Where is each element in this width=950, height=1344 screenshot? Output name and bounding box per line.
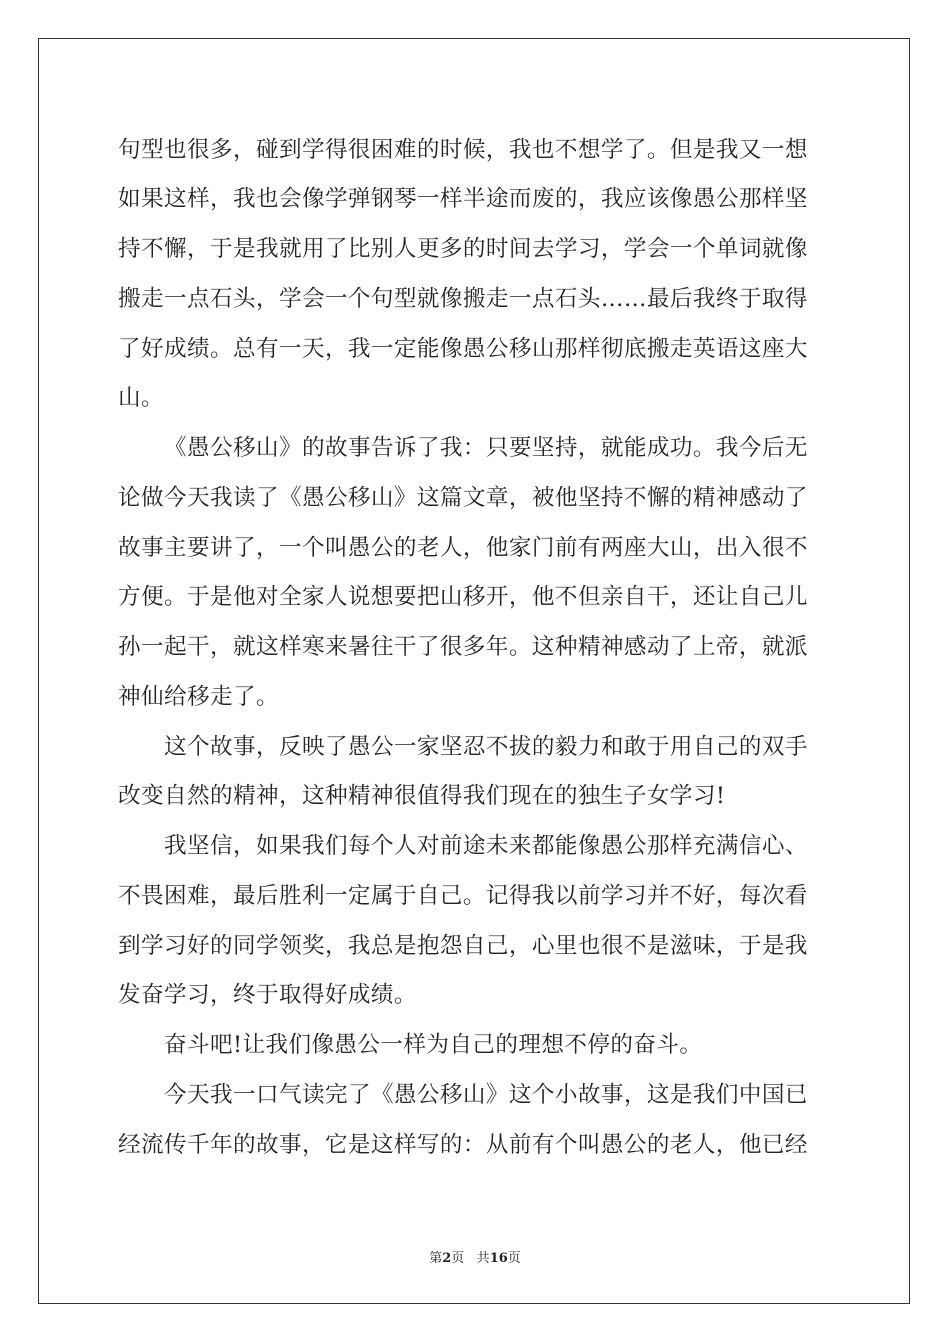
page-footer: [0, 1247, 950, 1266]
paragraph-start-line: 今天我一口气读完了《愚公移山》这个小故事，这是我们中国已: [164, 1082, 808, 1108]
text-line: 句型也很多，碰到学得很困难的时候，我也不想学了。但是我又一想: [118, 137, 808, 163]
text-line: 改变自然的精神，这种精神很值得我们现在的独生子女学习!: [118, 783, 726, 809]
total-label-suffix: 页: [507, 1251, 521, 1266]
text-line: 孙一起干，就这样寒来暑往干了很多年。这种精神感动了上帝，就派: [118, 634, 808, 660]
text-line: 持不懈，于是我就用了比别人更多的时间去学习，学会一个单词就像: [118, 236, 808, 262]
paragraph-start-line: 奋斗吧!让我们像愚公一样为自己的理想不停的奋斗。: [164, 1032, 703, 1058]
text-line: 了好成绩。总有一天，我一定能像愚公移山那样彻底搬走英语这座大: [118, 336, 808, 362]
paragraph-start-line: 《愚公移山》的故事告诉了我：只要坚持，就能成功。我今后无: [164, 435, 808, 461]
text-line: 不畏困难，最后胜利一定属于自己。记得我以前学习并不好，每次看: [118, 883, 808, 909]
page-number: 2: [442, 1251, 452, 1266]
text-line: 发奋学习，终于取得好成绩。: [118, 982, 417, 1008]
total-label-prefix: 共: [476, 1251, 490, 1266]
text-line: 经流传千年的故事，它是这样写的：从前有个叫愚公的老人，他已经: [118, 1132, 808, 1158]
total-pages: 16: [489, 1251, 508, 1266]
paragraph-start-line: 我坚信，如果我们每个人对前途未来都能像愚公那样充满信心、: [164, 833, 808, 859]
text-line: 方便。于是他对全家人说想要把山移开，他不但亲自干，还让自己儿: [118, 584, 808, 610]
page-label-prefix: 第: [429, 1251, 443, 1266]
paragraph-start-line: 这个故事，反映了愚公一家坚忍不拔的毅力和敢于用自己的双手: [164, 734, 808, 760]
text-line: 如果这样，我也会像学弹钢琴一样半途而废的，我应该像愚公那样坚: [118, 186, 808, 212]
text-line: 神仙给移走了。: [118, 684, 279, 710]
text-line: 故事主要讲了，一个叫愚公的老人，他家门前有两座大山，出入很不: [118, 535, 808, 561]
text-line: 论做今天我读了《愚公移山》这篇文章，被他坚持不懈的精神感动了: [118, 485, 808, 511]
page-border: [38, 38, 910, 1304]
text-line: 山。: [118, 385, 164, 411]
text-line: 搬走一点石头，学会一个句型就像搬走一点石头……最后我终于取得: [118, 286, 808, 312]
text-line: 到学习好的同学领奖，我总是抱怨自己，心里也很不是滋味，于是我: [118, 933, 808, 959]
page-label-suffix: 页: [451, 1251, 465, 1266]
